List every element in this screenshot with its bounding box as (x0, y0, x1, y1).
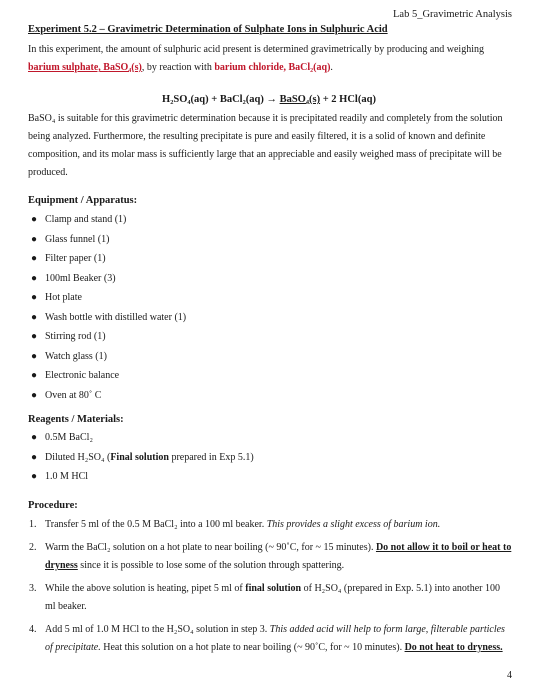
description-paragraph: BaSO₄ is suitable for this gravimetric determination because it is precipitated readily and completely from the solution being analyzed. Furthermore, the resulting precipitate is pure and easily filtered, it is a solid of known and definite composition, and its molar mass is sufficiently large that an appreciable and easily weighed mass of precipitate will be produced. (28, 113, 503, 178)
bullet-icon: ● (31, 272, 38, 284)
list-item: ● Hot plate (28, 288, 186, 308)
equipment-list (28, 210, 186, 405)
bullet-icon: ● (31, 292, 38, 303)
list-item: ● Clamp and stand (1) (28, 210, 186, 230)
equation-precipitate: BaSO₄(s) (279, 94, 321, 105)
list-item: ● 0.5M BaCl₂ (28, 428, 254, 448)
list-item: ● Glass funnel (1) (28, 230, 186, 250)
list-item: ● 100ml Beaker (3) (28, 269, 186, 289)
procedure-step: 1. Transfer 5 ml of the 0.5 M BaCl₂ into a 100 ml beaker. This provides a slight excess of barium ion. (29, 519, 441, 530)
list-item: ● Wash bottle with distilled water (1) (28, 308, 186, 328)
barium-sulphate-term: barium sulphate, BaSO₄(s) (28, 62, 142, 73)
procedure-step: 4. Add 5 ml of 1.0 M HCl to the H₂SO₄ solution in step 3. This added acid will help to form large, filterable particles of precipitate. Heat this solution on a hot plate to near boiling (~ 90˚C, for ~ 10 minutes). Do not heat to dryness. (29, 623, 505, 653)
intro-paragraph (28, 41, 512, 77)
bullet-icon: ● (31, 253, 38, 264)
equation-products: + 2 HCl(aq) (320, 94, 376, 105)
list-item: ● 1.0 M HCl (28, 467, 254, 487)
reaction-equation (0, 94, 538, 105)
intro-end: . (330, 62, 333, 73)
equation-reactants: H₂SO₄(aq) + BaCl₂(aq) → (162, 94, 280, 105)
list-item: ● Watch glass (1) (28, 347, 186, 367)
experiment-title: Experiment 5.2 – Gravimetric Determination of Sulphate Ions in Sulphuric Acid (28, 24, 388, 35)
procedure-step: 2. Warm the BaCl₂ solution on a hot plate to near boiling (~ 90˚C, for ~ 15 minutes). Do not allow it to boil or heat to dryness since it is possible to lose some of the solution through spattering. (29, 541, 512, 571)
list-item: ● Diluted H₂SO₄ (Final solution prepared in Exp 5.1) (28, 448, 254, 468)
bullet-icon: ● (31, 370, 38, 381)
bullet-icon: ● (31, 233, 38, 245)
bullet-icon: ● (31, 331, 38, 342)
procedure-step: 3. While the above solution is heating, pipet 5 ml of final solution of H₂SO₄ (prepared in Exp. 5.1) into another 100 ml beaker. (29, 582, 500, 612)
equipment-heading: Equipment / Apparatus: (28, 195, 138, 206)
list-item: ● Filter paper (1) (28, 249, 186, 269)
procedure-heading: Procedure: (28, 500, 78, 511)
list-item: ● Electronic balance (28, 366, 186, 386)
bullet-icon: ● (31, 214, 38, 225)
intro-mid: , by reaction with (141, 62, 215, 73)
bullet-icon: ● (31, 471, 38, 482)
list-item: ● Oven at 80˚ C (28, 386, 186, 406)
intro-text: In this experiment, the amount of sulphuric acid present is determined gravimetrically by producing and weighing (28, 44, 484, 55)
barium-chloride-term: barium chloride, BaCl₂(aq) (214, 62, 331, 73)
bullet-icon: ● (31, 311, 38, 323)
bullet-icon: ● (31, 350, 38, 362)
bullet-icon: ● (31, 451, 38, 463)
bullet-icon: ● (31, 389, 38, 401)
bullet-icon: ● (31, 432, 38, 443)
reagents-heading: Reagents / Materials: (28, 414, 124, 425)
reagents-list (28, 428, 254, 487)
running-header: Lab 5_Gravimetric Analysis (393, 9, 512, 20)
procedure-list (28, 516, 512, 662)
list-item: ● Stirring rod (1) (28, 327, 186, 347)
page-number: 4 (507, 670, 512, 681)
